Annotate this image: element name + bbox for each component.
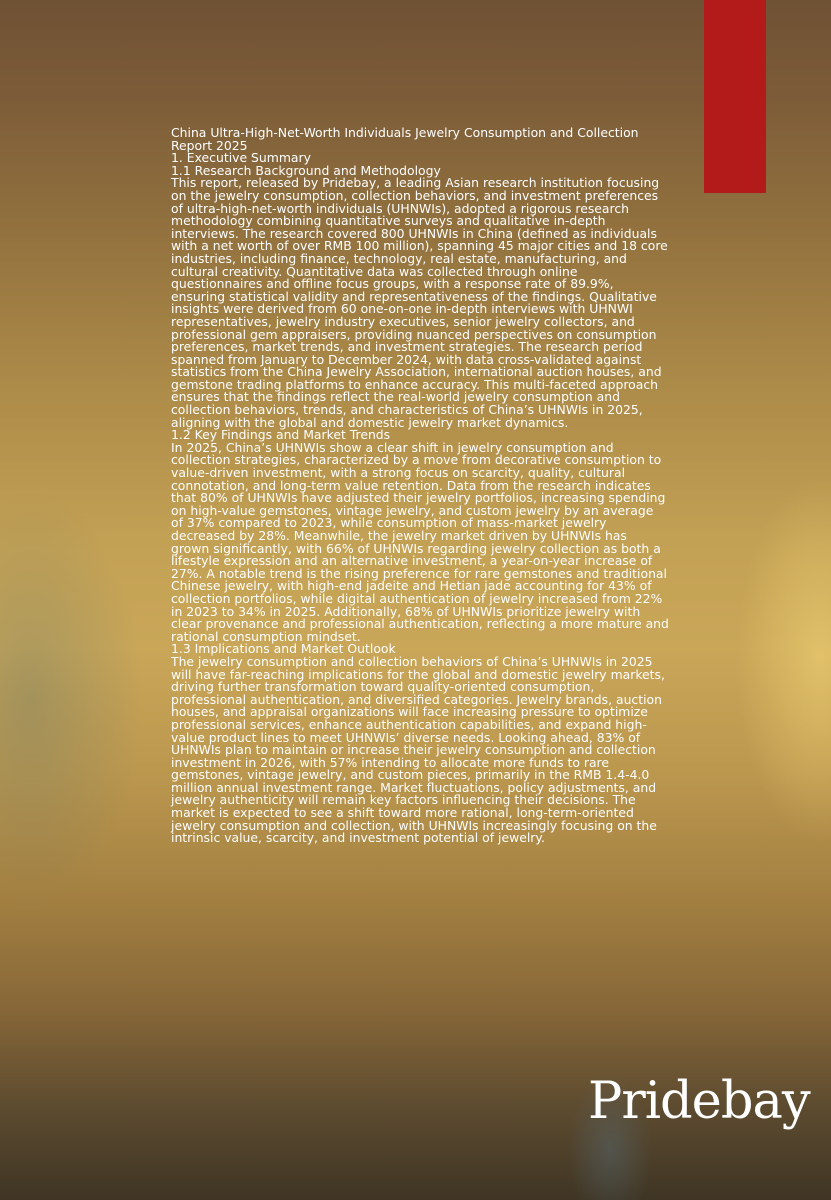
heading-executive-summary: 1. Executive Summary	[171, 150, 311, 166]
paragraph-research-background: This report, released by Pridebay, a leading Asian research institution focusing on the jewelry consumption, collection behaviors, and investment preferences of ultra-high-net-worth individuals (UHNWIs), adopted a rigorous research methodology combining quantitative surveys and qualitative in-depth interviews. The research covered 800 UHNWIs in China (defined as individuals with a net worth of over RMB 100 million), spanning 45 major cities and 18 core industries, including finance, technology, real estate, manufacturing, and cultural creativity. Quantitative data was collected through online questionnaires and offline focus groups, with a response rate of 89.9%, ensuring statistical validity and representativeness of the findings. Qualitative insights were derived from 60 one-on-one in-depth interviews with UHNWI representatives, jewelry industry executives, senior jewelry collectors, and professional gem appraisers, providing nuanced perspectives on consumption preferences, market trends, and investment strategies. The research period spanned from January to December 2024, with data cross-validated against statistics from the China Jewelry Association, international auction houses, and gemstone trading platforms to enhance accuracy. This multi-faceted approach ensures that the findings reflect the real-world jewelry consumption and collection behaviors, trends, and characteristics of China’s UHNWIs in 2025, aligning with the global and domestic jewelry market dynamics.	[171, 175, 668, 430]
paragraph-key-findings: In 2025, China’s UHNWIs show a clear shift in jewelry consumption and collection strategies, characterized by a move from decorative consumption to value-driven investment, with a strong focus on scarcity, quality, cultural connotation, and long-term value retention. Data from the research indicates that 80% of UHNWIs have adjusted their jewelry portfolios, increasing spending on high-value gemstones, vintage jewelry, and custom jewelry by an average of 37% compared to 2023, while consumption of mass-market jewelry decreased by 28%. Meanwhile, the jewelry market driven by UHNWIs has grown significantly, with 66% of UHNWIs regarding jewelry collection as both a lifestyle expression and an alternative investment, a year-on-year increase of 27%. A notable trend is the rising preference for rare gemstones and traditional Chinese jewelry, with high-end jadeite and Hetian jade accounting for 43% of collection portfolios, while digital authentication of jewelry increased from 22% in 2023 to 34% in 2025. Additionally, 68% of UHNWIs prioritize jewelry with clear provenance and professional authentication, reflecting a more mature and rational consumption mindset.	[171, 439, 669, 644]
heading-key-findings: 1.2 Key Findings and Market Trends	[171, 427, 391, 443]
heading-implications: 1.3 Implications and Market Outlook	[171, 641, 396, 657]
paragraph-implications: The jewelry consumption and collection behaviors of China’s UHNWIs in 2025 will have far-reaching implications for the global and domestic jewelry markets, driving further transformation toward quality-oriented consumption, professional authentication, and diversified categories. Jewelry brands, auction houses, and appraisal organizations will face increasing pressure to optimize professional services, enhance authentication capabilities, and expand high-value product lines to meet UHNWIs’ diverse needs. Looking ahead, 83% of UHNWIs plan to maintain or increase their jewelry consumption and collection investment in 2026, with 57% intending to allocate more funds to rare gemstones, vintage jewelry, and custom pieces, primarily in the RMB 1.4-4.0 million annual investment range. Market fluctuations, policy adjustments, and jewelry authenticity will remain key factors influencing their decisions. The market is expected to see a shift toward more rational, long-term-oriented jewelry consumption and collection, with UHNWIs increasingly focusing on the intrinsic value, scarcity, and investment potential of jewelry.	[171, 653, 665, 846]
red-accent-bar	[704, 0, 766, 193]
report-title: China Ultra-High-Net-Worth Individuals Jewelry Consumption and Collection Report 2025	[171, 125, 639, 153]
pridebay-logo: Pridebay	[588, 1072, 810, 1131]
report-body	[171, 127, 669, 845]
heading-research-background: 1.1 Research Background and Methodology	[171, 162, 441, 178]
